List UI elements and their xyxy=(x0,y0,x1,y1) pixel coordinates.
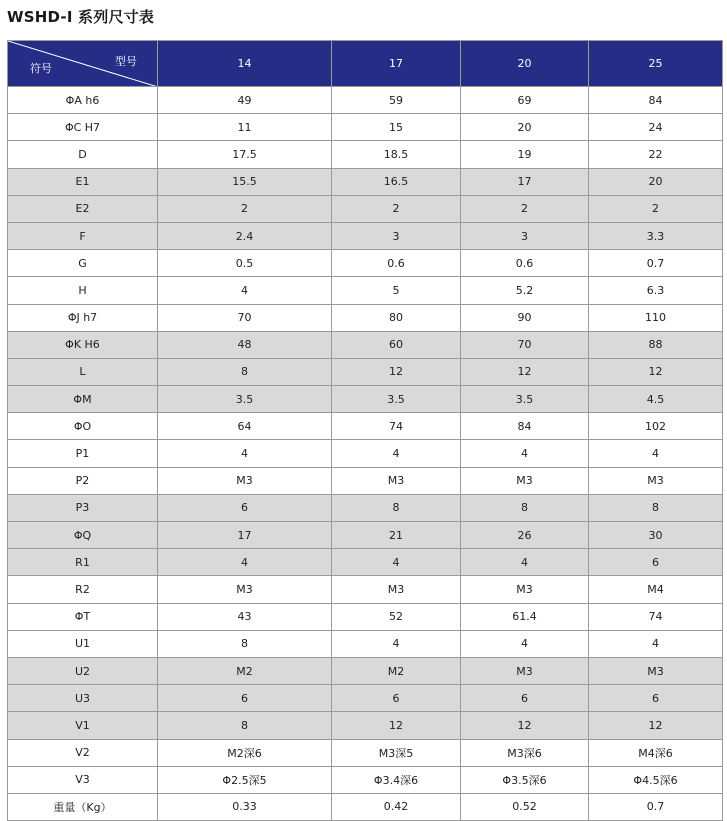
symbol-cell: V3 xyxy=(8,766,158,793)
table-row xyxy=(8,522,723,549)
value-cell: 6 xyxy=(589,549,723,576)
value-cell: 49 xyxy=(158,87,332,114)
symbol-cell: P3 xyxy=(8,494,158,521)
value-cell: 12 xyxy=(589,712,723,739)
table-row xyxy=(8,304,723,331)
value-cell: 43 xyxy=(158,603,332,630)
value-cell: 24 xyxy=(589,114,723,141)
table-row xyxy=(8,250,723,277)
value-cell: 48 xyxy=(158,331,332,358)
value-cell: 21 xyxy=(332,522,461,549)
value-cell: 5 xyxy=(332,277,461,304)
value-cell: Φ4.5深6 xyxy=(589,766,723,793)
value-cell: 6 xyxy=(158,494,332,521)
symbol-cell: ΦJ h7 xyxy=(8,304,158,331)
value-cell: Φ3.5深6 xyxy=(461,766,589,793)
symbol-label: 符号 xyxy=(30,62,52,75)
table-header-row xyxy=(8,41,723,87)
table-row xyxy=(8,114,723,141)
value-cell: 20 xyxy=(461,114,589,141)
value-cell: 70 xyxy=(158,304,332,331)
table-row xyxy=(8,549,723,576)
value-cell: 30 xyxy=(589,522,723,549)
value-cell: 5.2 xyxy=(461,277,589,304)
value-cell: 4.5 xyxy=(589,386,723,413)
value-cell: 3.5 xyxy=(461,386,589,413)
symbol-cell: V2 xyxy=(8,739,158,766)
value-cell: 60 xyxy=(332,331,461,358)
value-cell: Φ2.5深5 xyxy=(158,766,332,793)
symbol-cell: R1 xyxy=(8,549,158,576)
header-corner-cell xyxy=(8,41,158,87)
value-cell: 3.3 xyxy=(589,222,723,249)
table-row xyxy=(8,494,723,521)
value-cell: 61.4 xyxy=(461,603,589,630)
value-cell: 3.5 xyxy=(332,386,461,413)
value-cell: 4 xyxy=(332,630,461,657)
value-cell: 17 xyxy=(158,522,332,549)
value-cell: 3 xyxy=(461,222,589,249)
symbol-cell: ΦA h6 xyxy=(8,87,158,114)
value-cell: 0.42 xyxy=(332,793,461,820)
table-row xyxy=(8,766,723,793)
table-body xyxy=(8,87,723,821)
header-size-cell: 20 xyxy=(461,41,589,87)
value-cell: 84 xyxy=(461,413,589,440)
value-cell: 110 xyxy=(589,304,723,331)
symbol-cell: V1 xyxy=(8,712,158,739)
value-cell: 4 xyxy=(158,440,332,467)
table-row xyxy=(8,440,723,467)
value-cell: 74 xyxy=(589,603,723,630)
table-row xyxy=(8,222,723,249)
symbol-cell: ΦC H7 xyxy=(8,114,158,141)
value-cell: M3 xyxy=(158,576,332,603)
value-cell: 3 xyxy=(332,222,461,249)
value-cell: 12 xyxy=(461,712,589,739)
model-label: 型号 xyxy=(115,55,137,68)
value-cell: 17.5 xyxy=(158,141,332,168)
value-cell: 19 xyxy=(461,141,589,168)
value-cell: M3 xyxy=(461,657,589,684)
dimension-table xyxy=(7,40,723,821)
table-row xyxy=(8,739,723,766)
value-cell: 4 xyxy=(589,630,723,657)
value-cell: 4 xyxy=(461,549,589,576)
value-cell: 12 xyxy=(332,358,461,385)
symbol-cell: D xyxy=(8,141,158,168)
value-cell: Φ3.4深6 xyxy=(332,766,461,793)
value-cell: 18.5 xyxy=(332,141,461,168)
value-cell: 11 xyxy=(158,114,332,141)
value-cell: M3 xyxy=(589,657,723,684)
value-cell: 0.52 xyxy=(461,793,589,820)
symbol-cell: U3 xyxy=(8,685,158,712)
symbol-cell: E2 xyxy=(8,195,158,222)
value-cell: 12 xyxy=(589,358,723,385)
table-row xyxy=(8,712,723,739)
value-cell: 8 xyxy=(158,712,332,739)
value-cell: M3 xyxy=(332,467,461,494)
table-row xyxy=(8,141,723,168)
value-cell: 12 xyxy=(461,358,589,385)
value-cell: 16.5 xyxy=(332,168,461,195)
value-cell: 2 xyxy=(332,195,461,222)
header-size-cell: 25 xyxy=(589,41,723,87)
value-cell: 0.6 xyxy=(461,250,589,277)
symbol-cell: H xyxy=(8,277,158,304)
value-cell: 0.7 xyxy=(589,250,723,277)
table-row xyxy=(8,195,723,222)
symbol-cell: F xyxy=(8,222,158,249)
value-cell: 4 xyxy=(461,630,589,657)
value-cell: 6 xyxy=(589,685,723,712)
value-cell: 8 xyxy=(158,630,332,657)
symbol-cell: P2 xyxy=(8,467,158,494)
value-cell: 84 xyxy=(589,87,723,114)
value-cell: M2 xyxy=(332,657,461,684)
value-cell: 4 xyxy=(158,277,332,304)
value-cell: 4 xyxy=(158,549,332,576)
symbol-cell: ΦK H6 xyxy=(8,331,158,358)
value-cell: 4 xyxy=(332,549,461,576)
table-row xyxy=(8,576,723,603)
symbol-cell: ΦQ xyxy=(8,522,158,549)
value-cell: 74 xyxy=(332,413,461,440)
value-cell: 64 xyxy=(158,413,332,440)
value-cell: M3 xyxy=(589,467,723,494)
value-cell: 102 xyxy=(589,413,723,440)
value-cell: 6 xyxy=(461,685,589,712)
value-cell: 0.33 xyxy=(158,793,332,820)
table-row xyxy=(8,603,723,630)
value-cell: M3 xyxy=(332,576,461,603)
table-row xyxy=(8,657,723,684)
value-cell: 0.7 xyxy=(589,793,723,820)
value-cell: 15 xyxy=(332,114,461,141)
value-cell: 2 xyxy=(158,195,332,222)
symbol-cell: R2 xyxy=(8,576,158,603)
table-row xyxy=(8,386,723,413)
symbol-cell: ΦT xyxy=(8,603,158,630)
symbol-cell: U1 xyxy=(8,630,158,657)
value-cell: 8 xyxy=(589,494,723,521)
value-cell: 2.4 xyxy=(158,222,332,249)
table-row xyxy=(8,168,723,195)
symbol-cell: ΦO xyxy=(8,413,158,440)
table-row xyxy=(8,331,723,358)
value-cell: 17 xyxy=(461,168,589,195)
table-row xyxy=(8,277,723,304)
symbol-cell: P1 xyxy=(8,440,158,467)
value-cell: 20 xyxy=(589,168,723,195)
value-cell: 90 xyxy=(461,304,589,331)
symbol-cell: 重量（Kg） xyxy=(8,793,158,820)
value-cell: 0.5 xyxy=(158,250,332,277)
value-cell: 6 xyxy=(158,685,332,712)
header-size-cell: 14 xyxy=(158,41,332,87)
value-cell: 4 xyxy=(332,440,461,467)
value-cell: 12 xyxy=(332,712,461,739)
value-cell: M3深6 xyxy=(461,739,589,766)
value-cell: 4 xyxy=(589,440,723,467)
value-cell: 2 xyxy=(589,195,723,222)
table-row xyxy=(8,630,723,657)
value-cell: M4 xyxy=(589,576,723,603)
value-cell: 70 xyxy=(461,331,589,358)
value-cell: 2 xyxy=(461,195,589,222)
value-cell: 59 xyxy=(332,87,461,114)
table-row xyxy=(8,467,723,494)
value-cell: 8 xyxy=(461,494,589,521)
value-cell: 6.3 xyxy=(589,277,723,304)
value-cell: 26 xyxy=(461,522,589,549)
value-cell: 52 xyxy=(332,603,461,630)
symbol-cell: G xyxy=(8,250,158,277)
value-cell: 15.5 xyxy=(158,168,332,195)
value-cell: 4 xyxy=(461,440,589,467)
value-cell: 8 xyxy=(158,358,332,385)
value-cell: 8 xyxy=(332,494,461,521)
page-title: WSHD-I 系列尺寸表 xyxy=(7,8,155,26)
value-cell: M3深5 xyxy=(332,739,461,766)
value-cell: 22 xyxy=(589,141,723,168)
value-cell: 6 xyxy=(332,685,461,712)
value-cell: M2 xyxy=(158,657,332,684)
value-cell: M4深6 xyxy=(589,739,723,766)
value-cell: 69 xyxy=(461,87,589,114)
table-row xyxy=(8,358,723,385)
value-cell: 0.6 xyxy=(332,250,461,277)
value-cell: M3 xyxy=(461,467,589,494)
value-cell: M2深6 xyxy=(158,739,332,766)
symbol-cell: E1 xyxy=(8,168,158,195)
symbol-cell: U2 xyxy=(8,657,158,684)
table-row xyxy=(8,685,723,712)
table-row xyxy=(8,87,723,114)
value-cell: M3 xyxy=(461,576,589,603)
header-size-cell: 17 xyxy=(332,41,461,87)
table-row xyxy=(8,413,723,440)
value-cell: 80 xyxy=(332,304,461,331)
value-cell: 88 xyxy=(589,331,723,358)
value-cell: M3 xyxy=(158,467,332,494)
value-cell: 3.5 xyxy=(158,386,332,413)
symbol-cell: L xyxy=(8,358,158,385)
table-row xyxy=(8,793,723,820)
symbol-cell: ΦM xyxy=(8,386,158,413)
